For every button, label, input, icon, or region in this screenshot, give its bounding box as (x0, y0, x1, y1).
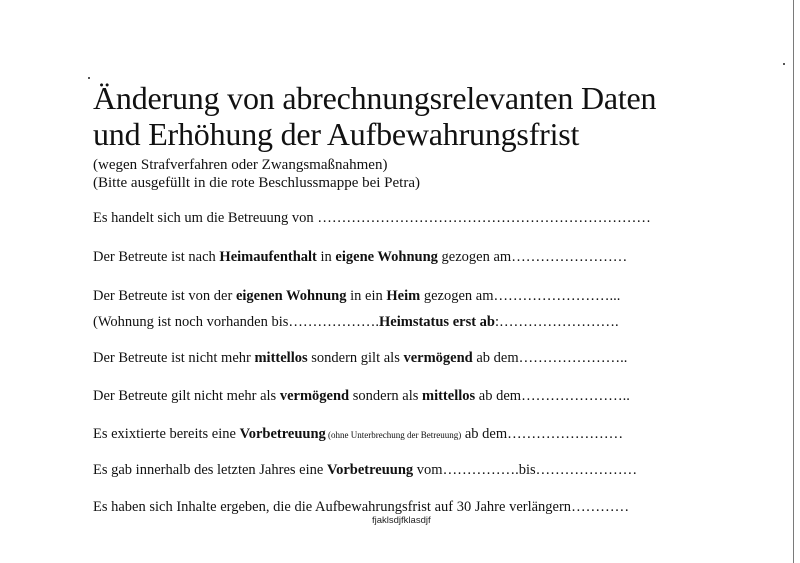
fill-in-blank: …………………… (511, 249, 628, 265)
scan-speck (88, 77, 90, 79)
subtitle-line-2: (Bitte ausgefüllt in die rote Beschlussmappe bei Petra) (93, 175, 420, 191)
field-heimstatus: (Wohnung ist noch vorhanden bis……………….Heimstatus erst ab:……………………. (93, 314, 619, 330)
subtitle-line-1: (wegen Strafverfahren oder Zwangsmaßnahmen) (93, 157, 388, 173)
fill-in-blank: ……………………. (499, 314, 619, 330)
fill-in-blank: ……………………... (493, 288, 621, 304)
title-line-1: Änderung von abrechnungsrelevanten Daten (93, 80, 657, 116)
scan-edge (793, 0, 794, 563)
fill-in-blank: ………………. (288, 314, 379, 330)
scan-speck (783, 63, 785, 65)
field-heim-to-wohnung: Der Betreute ist nach Heimaufenthalt in eigene Wohnung gezogen am…………………… (93, 249, 628, 265)
field-wohnung-to-heim: Der Betreute ist von der eigenen Wohnung in ein Heim gezogen am……………………... (93, 288, 621, 304)
fill-in-blank: …………………… (507, 426, 624, 442)
fill-in-blank: ………………….. (521, 388, 630, 404)
field-mittellos: Der Betreute gilt nicht mehr als vermögend sondern als mittellos ab dem………………….. (93, 388, 630, 404)
fill-in-blank: …………………………………………………………… (317, 210, 651, 226)
field-aufbewahrungsfrist: Es haben sich Inhalte ergeben, die die Aufbewahrungsfrist auf 30 Jahre verlängern………… (93, 499, 630, 515)
field-vorbetreuung: Es exixtierte bereits eine Vorbetreuung (ohne Unterbrechung der Betreuung) ab dem…………………… (93, 426, 624, 442)
fill-in-blank: ………… (571, 499, 630, 515)
stamp-text: fjaklsdjfklasdjf (372, 515, 431, 526)
field-vermoegend: Der Betreute ist nicht mehr mittellos sondern gilt als vermögend ab dem………………….. (93, 350, 628, 366)
document-title (93, 80, 656, 152)
small-note: (ohne Unterbrechung der Betreuung) (325, 430, 462, 440)
title-line-2: und Erhöhung der Aufbewahrungsfrist (93, 116, 580, 152)
document-subtitle (93, 156, 420, 192)
fill-in-blank: ……………. (442, 462, 519, 478)
field-vorbetreuung-jahr: Es gab innerhalb des letzten Jahres eine Vorbetreuung vom…………….bis………………… (93, 462, 638, 478)
fill-in-blank: ………………… (535, 462, 638, 478)
field-betreuung: Es handelt sich um die Betreuung von …………………………………………………………… (93, 210, 651, 226)
fill-in-blank: ………………….. (518, 350, 628, 366)
